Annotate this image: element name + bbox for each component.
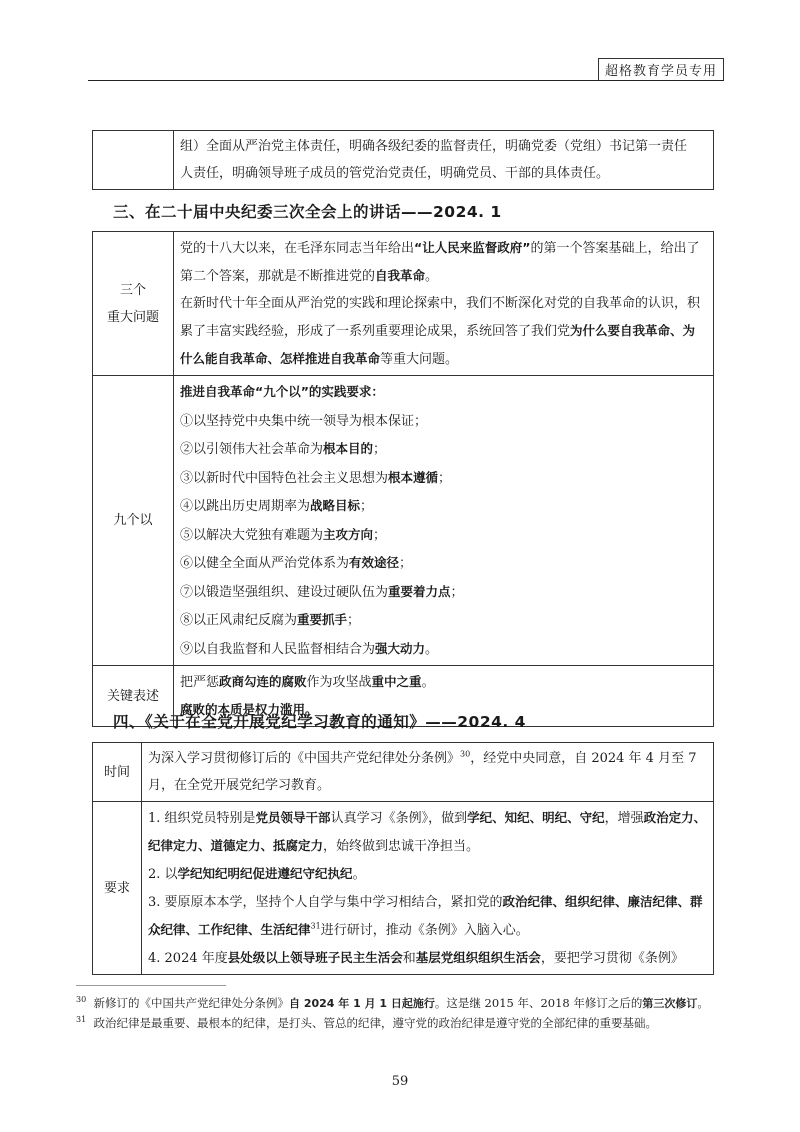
- header-tag: 超格教育学员专用: [598, 58, 724, 81]
- paragraph: 腐败的本质是权力滥用。: [180, 702, 318, 717]
- list-item: ③以新时代中国特色社会主义思想为根本遵循；: [180, 469, 452, 486]
- footnote-31: $^{31}$ 政治纪律是最重要、最根本的纪律，是打头、管总的纪律，遵守党的政治纪律是遵守党的全部纪律的重要基础。: [76, 1015, 657, 1030]
- footnote-30: $^{30}$ 新修订的《中国共产党纪律处分条例》自 2024 年 1 月 1 日起施行。这是继 2015 年、2018 年修订之后的第三次修订。: [76, 995, 709, 1010]
- label-line: 三个: [119, 282, 146, 298]
- row-label-requirements: 要求: [93, 802, 142, 975]
- list-item: ④以跳出历史周期率为战略目标；: [180, 498, 374, 514]
- label-line: 重大问题: [106, 309, 159, 325]
- list-item: 1. 组织党员特别是党员领导干部认真学习《条例》，做到学纪、知纪、明纪、守纪，增强政治定力、纪律定力、道德定力、抵腐定力，始终做到忠诚干净担当。: [148, 810, 707, 854]
- continued-line-1: 组）全面从严治党主体责任，明确各级纪委的监督责任，明确党委（党组）书记第一责任: [180, 139, 688, 154]
- list-item: ⑨以自我监督和人民监督相结合为强大动力。: [180, 640, 439, 657]
- list-item: ②以引领伟大社会革命为根本目的；: [180, 441, 387, 457]
- nine-yi-heading: 推进自我革命“九个以”的实践要求：: [180, 384, 384, 399]
- page-number: 59: [391, 1074, 409, 1089]
- table-row: [93, 743, 714, 802]
- paragraph: 把严惩政商勾连的腐败作为攻坚战重中之重。: [180, 674, 435, 690]
- row-label-key-expression: 关键表述: [93, 666, 174, 727]
- paragraph: 在新时代十年全面从严治党的实践和理论探索中，我们不断深化对党的自我革命的认识，积累了丰富实践经验，形成了一系列重要理论成果，系统回答了我们党为什么要自我革命、为什么能自我革命、怎样推进自我革命等重大问题。: [180, 296, 701, 367]
- list-item: 2. 以学纪知纪明纪促进遵纪守纪执纪。: [148, 866, 366, 882]
- table-row: [93, 376, 714, 666]
- table-row: [93, 232, 714, 376]
- table-row: [93, 802, 714, 975]
- list-item: ⑤以解决大党独有难题为主攻方向；: [180, 526, 387, 543]
- list-item: ⑧以正风肃纪反腐为重要抓手；: [180, 612, 361, 628]
- nine-yi-content: [174, 376, 714, 666]
- row-label-three-issues: [93, 232, 174, 376]
- row-label-nine-yi: 九个以: [93, 376, 174, 666]
- empty-label-cell: [93, 131, 174, 190]
- list-item: ①以坚持党中央集中统一领导为根本保证；: [180, 413, 428, 429]
- continued-cell: [174, 131, 714, 190]
- footnote-rule: [76, 985, 226, 986]
- continued-line-2: 人责任，明确领导班子成员的管党治党责任，明确党员、干部的具体责任。: [180, 166, 610, 181]
- header-rule: [88, 80, 724, 81]
- row-label-time: 时间: [93, 743, 142, 802]
- section-3-title: 三、在二十届中央纪委三次全会上的讲话——2024. 1: [113, 203, 502, 221]
- section-4-table: [92, 742, 714, 975]
- continued-table: [92, 130, 714, 190]
- time-content: [142, 743, 714, 802]
- list-item: ⑦以锻造坚强组织、建设过硬队伍为重要着力点；: [180, 583, 464, 600]
- section-4-title: 四、《关于在全党开展党纪学习教育的通知》——2024. 4: [113, 713, 526, 731]
- list-item: 4. 2024 年度县处级以上领导班子民主生活会和基层党组织组织生活会，要把学习贯彻《条例》: [148, 950, 684, 966]
- list-item: 3. 要原原本本学，坚持个人自学与集中学习相结合，紧扣党的政治纪律、组织纪律、廉洁纪律、群众纪律、工作纪律、生活纪律$^{31}$进行研讨，推动《条例》入脑入心。: [148, 894, 703, 938]
- paragraph: 党的十八大以来，在毛泽东同志当年给出“让人民来监督政府”的第一个答案基础上，给出了第二个答案，那就是不断推进党的自我革命。: [180, 240, 700, 284]
- paragraph: 为深入学习贯彻修订后的《中国共产党纪律处分条例》$^{30}$，经党中央同意，自 2024 年 4 月至 7 月，在全党开展党纪学习教育。: [148, 749, 697, 793]
- section-3-table: [92, 231, 714, 727]
- three-issues-content: [174, 232, 714, 376]
- list-item: ⑥以健全全面从严治党体系为有效途径；: [180, 555, 413, 571]
- requirements-content: [142, 802, 714, 975]
